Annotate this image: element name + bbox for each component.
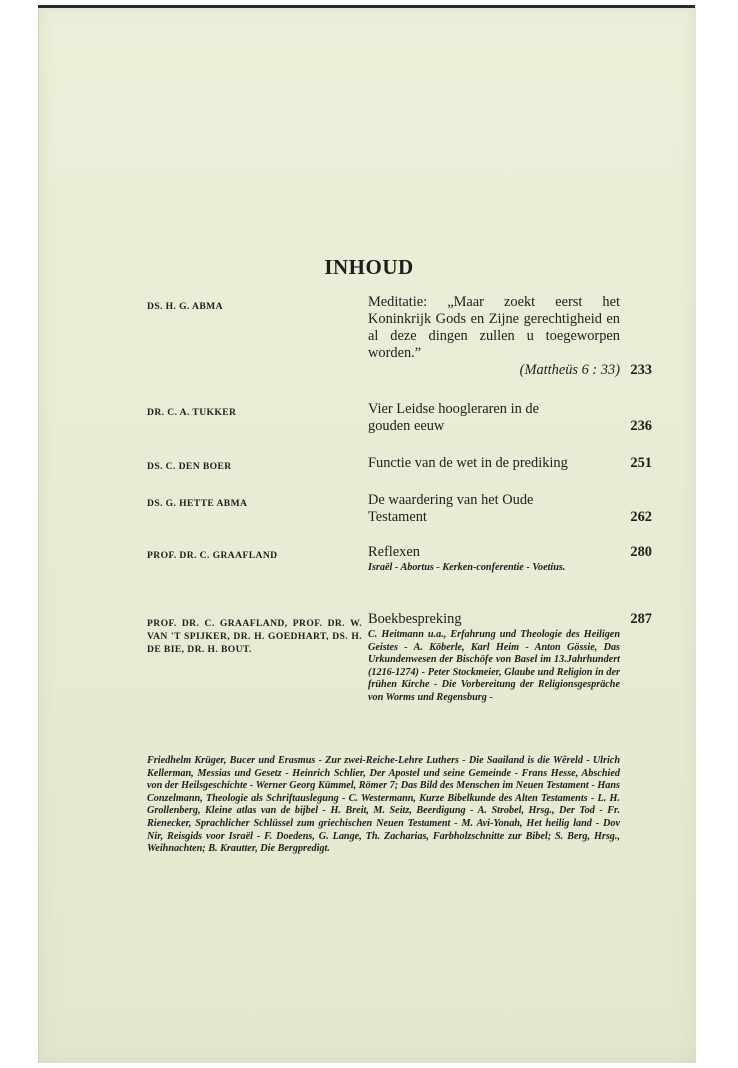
entry-title: De waardering van het Oude Testament [368,492,534,525]
entry-author: DS. G. HETTE ABMA [147,498,248,509]
entry-page-number: 233 [630,362,652,378]
entry-author: DS. H. G. ABMA [147,301,223,312]
entry-subtitle: Israël - Abortus - Kerken-conferentie - Voetius. [368,562,566,573]
entry-author: PROF. DR. C. GRAAFLAND, PROF. DR. W. VAN 'T SPIJKER, DR. H. GOEDHART, DS. H. DE BIE, DR. H. BOUT. [147,618,362,655]
entry-title: Vier Leidse hoogleraren in de gouden eeuw [368,401,539,434]
entry-title: Functie van de wet in de prediking [368,455,568,471]
entry-title: Meditatie: „Maar zoekt eerst het Koninkrijk Gods en Zijne gerechtigheid en al deze dingen zullen u toegeworpen worden.” [368,294,620,361]
entry-page-number: 251 [630,455,652,471]
entry-author: DR. C. A. TUKKER [147,407,237,418]
entry-subtitle-continued: Friedhelm Krüger, Bucer und Erasmus - Zur zwei-Reiche-Lehre Luthers - Die Saailand is die Wêreld - Ulrich Kellerman, Messias und Gesetz - Heinrich Schlier, Der Apostel und seine Gemeinde - Frans Hesse, Abschied von der Heilsgeschichte - Werner Georg Kümmel, Römer 7; Das Bild des Menschen im Neuen Testament - Hans Conzelmann, Theologie als Schriftauslegung - C. Westermann, Kurze Bibelkunde des Alten Testaments - L. H. Grollenberg, Kleine atlas van de bijbel - H. Breit, M. Seitz, Beerdigung - A. Strobel, Hrsg., Der Tod - Fr. Rienecker, Sprachlicher Schlüssel zum griechischen Neuen Testament - M. Avi-Yonah, Het heilig land - Dov Nir, Reisgids voor Israël - F. Doedens, G. Lange, Th. Zacharias, Farbholzschnitte zur Bibel; S. Berg, Hrsg., Weihnachten; B. Krautter, Die Bergpredigt. [147,755,620,855]
entry-reference: (Mattheüs 6 : 33) [519,362,620,378]
entry-page-number: 236 [630,418,652,434]
entry-author: PROF. DR. C. GRAAFLAND [147,550,278,561]
document-page [38,5,696,1063]
entry-page-number: 287 [630,611,652,627]
entry-author: DS. C. DEN BOER [147,461,232,472]
entry-subtitle: C. Heitmann u.a., Erfahrung und Theologie des Heiligen Geistes - A. Köberle, Karl Heim - Anton Gössie, Das Urkundenwesen der Bischöfe von Basel im 13.Jahrhundert (1216-1274) - Peter Stockmeier, Glaube und Religion in der frühen Kirche - Die Vorbereitung der Religionsgespräche von Worms und Regensburg - [368,629,620,703]
page-top-edge [38,5,695,8]
entry-title: Boekbespreking [368,611,462,627]
entry-page-number: 280 [630,544,652,560]
entry-page-number: 262 [630,509,652,525]
page-title: INHOUD [324,255,414,279]
entry-title: Reflexen [368,544,420,560]
